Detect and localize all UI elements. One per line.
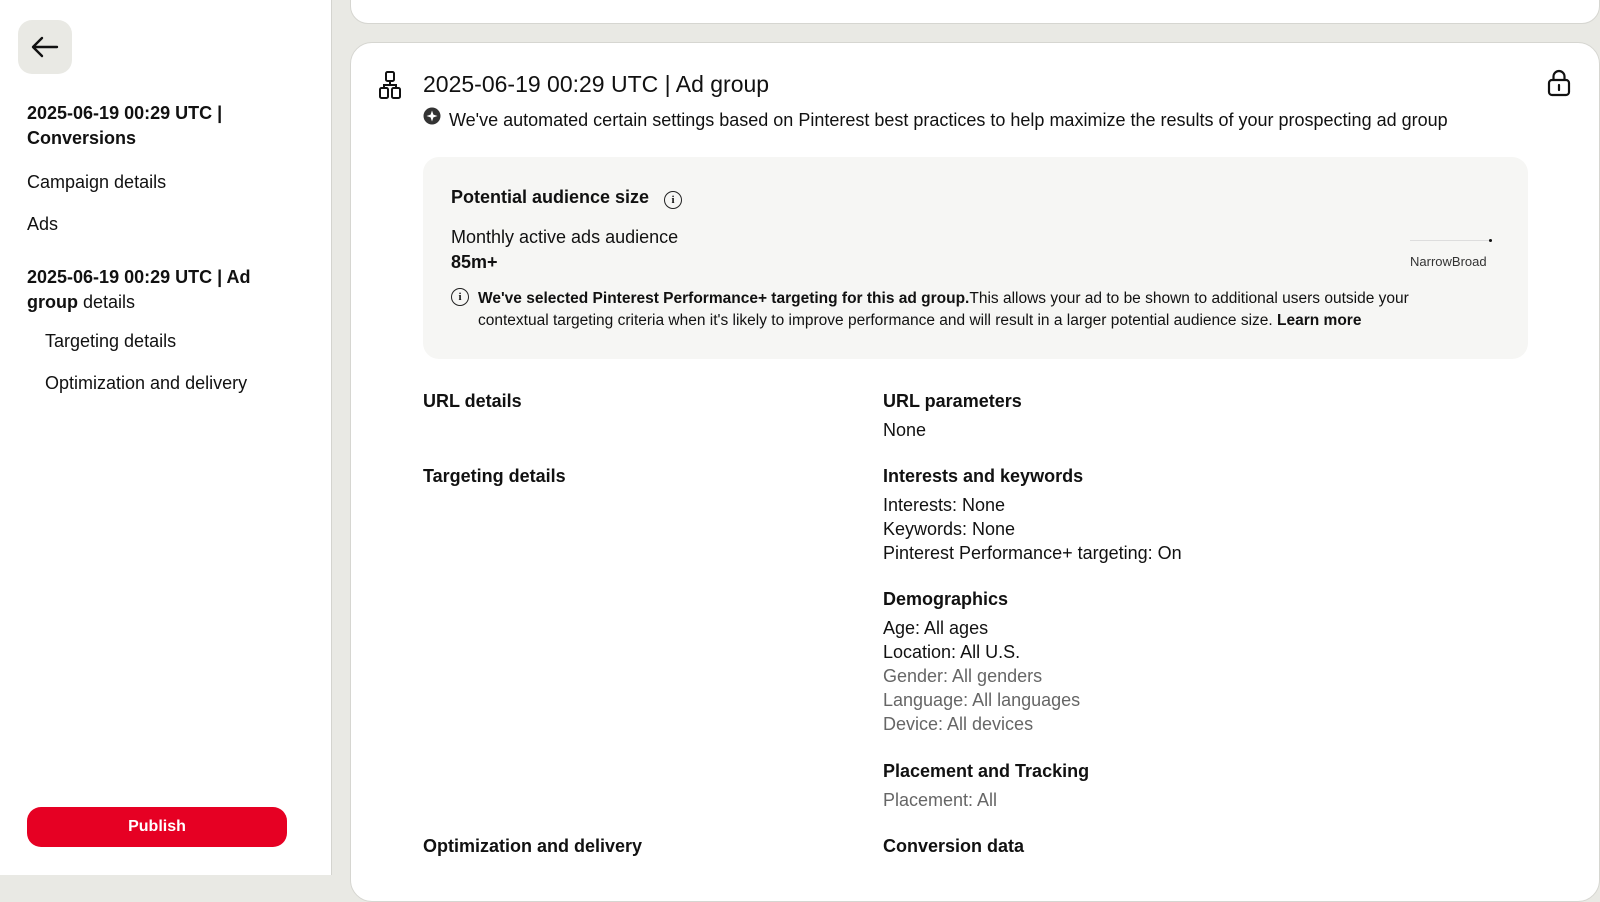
sidebar: [0, 0, 332, 875]
learn-more-link[interactable]: Learn more: [1277, 311, 1362, 329]
conversion-data-label: Conversion data: [883, 836, 1025, 856]
performance-plus-text: This allows your ad to be shown to additional users outside your contextual targeting criteria when it's likely to improve performance and will result in a larger potential audience size.: [478, 290, 1409, 329]
interests-keywords-label: Interests and keywords: [883, 466, 1084, 486]
targeting-details-label: Targeting details: [423, 466, 566, 486]
demographics-label: Demographics: [883, 589, 1009, 609]
audience-meter-label: NarrowBroad: [1410, 254, 1487, 269]
nav-targeting-details[interactable]: Targeting details: [45, 331, 177, 351]
arrow-left-icon: [31, 36, 59, 58]
audience-subheading: Monthly active ads audience: [451, 227, 679, 247]
audience-size-panel: [423, 157, 1528, 359]
ad-group-card: [350, 42, 1600, 902]
lock-icon[interactable]: [1547, 69, 1571, 97]
automation-note: We've automated certain settings based on Pinterest best practices to help maximize the results of your prospecting ad group: [449, 110, 1448, 130]
nav-campaign-details[interactable]: Campaign details: [27, 172, 167, 192]
audience-meter-marker: [1489, 239, 1492, 242]
ad-group-nav-suffix: details: [83, 292, 136, 312]
optimization-delivery-label: Optimization and delivery: [423, 836, 643, 856]
ad-group-nav-title[interactable]: [27, 265, 297, 315]
keywords-value: Keywords: None: [883, 519, 1016, 539]
age-value: Age: All ages: [883, 618, 989, 638]
url-parameters-label: URL parameters: [883, 391, 1022, 411]
placement-tracking-label: Placement and Tracking: [883, 761, 1090, 781]
automation-icon: [423, 107, 441, 125]
publish-button[interactable]: Publish: [27, 807, 287, 847]
back-button[interactable]: [18, 20, 72, 74]
audience-size-heading: [451, 186, 682, 209]
placement-value: Placement: All: [883, 790, 998, 810]
device-value: Device: All devices: [883, 714, 1034, 734]
ad-group-title: 2025-06-19 00:29 UTC | Ad group: [423, 71, 770, 97]
ad-group-icon: [379, 71, 401, 99]
url-parameters-value: None: [883, 420, 927, 440]
language-value: Language: All languages: [883, 690, 1081, 710]
performance-info-icon: i: [451, 288, 469, 306]
nav-ads[interactable]: Ads: [27, 214, 59, 234]
ad-group-nav-name: 2025-06-19 00:29 UTC | Ad group: [27, 267, 251, 312]
info-icon[interactable]: i: [664, 191, 682, 209]
performance-plus-bold: We've selected Pinterest Performance+ targeting for this ad group.: [478, 290, 970, 307]
url-details-label: URL details: [423, 391, 522, 411]
performance-plus-note: [478, 288, 1478, 331]
performance-plus-value: Pinterest Performance+ targeting: On: [883, 543, 1182, 563]
gender-value: Gender: All genders: [883, 666, 1043, 686]
campaign-card: [350, 0, 1600, 24]
location-value: Location: All U.S.: [883, 642, 1021, 662]
nav-optimization-delivery[interactable]: Optimization and delivery: [45, 373, 248, 393]
audience-meter-track: [1410, 240, 1492, 241]
audience-value: 85m+: [451, 252, 498, 272]
audience-size-heading-text: Potential audience size: [451, 187, 650, 207]
campaign-title[interactable]: 2025-06-19 00:29 UTC | Conversions: [27, 103, 223, 148]
interests-value: Interests: None: [883, 495, 1006, 515]
